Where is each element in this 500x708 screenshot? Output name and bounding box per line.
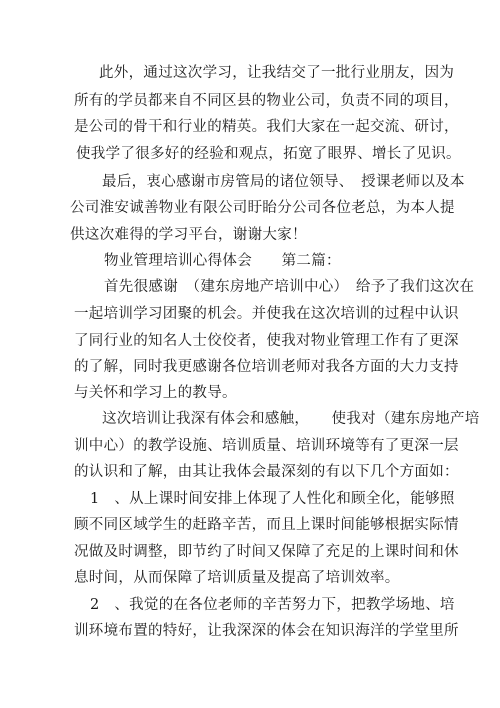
paragraph-line: 一起培训学习团聚的机会。并使我在这次培训的过程中认识 [74, 306, 459, 322]
paragraph-line: 最后，衷心感谢市房管局的诸位领导、 授课老师以及本 [102, 174, 465, 190]
section-heading: 物业管理培训心得体会 第二篇： [104, 253, 341, 269]
paragraph-line: 此外，通过这次学习，让我结交了一批行业朋友，因为 [99, 65, 455, 81]
list-item-line: 顾不同区域学生的赶路辛苦，而且上课时间能够根据实际情 [74, 517, 459, 533]
paragraph-line: 首先很感谢 （建东房地产培训中心） 给予了我们这次在 [104, 279, 475, 295]
paragraph-line: 是公司的骨干和行业的精英。我们大家在一起交流、研讨， [74, 119, 459, 135]
list-item-line: 1 、从上课时间安排上体现了人性化和顾全化，能够照 [90, 491, 455, 507]
paragraph-line: 了同行业的知名人士佼佼者，使我对物业管理工作有了更深 [74, 333, 459, 349]
paragraph-line: 这次培训让我深有体会和感触， 使我对（建东房地产培 [102, 411, 480, 427]
paragraph-line: 的了解，同时我更感谢各位培训老师对我各方面的大力支持 [74, 359, 459, 375]
list-item-line: 况做及时调整，即节约了时间又保障了充足的上课时间和休 [74, 544, 459, 560]
paragraph-line: 的认识和了解，由其让我体会最深刻的有以下几个方面如： [74, 464, 459, 480]
paragraph-line: 与关怀和学习上的教导。 [74, 385, 237, 401]
list-item-line: 息时间，从而保障了培训质量及提高了培训效率。 [74, 570, 400, 586]
paragraph-line: 训中心）的教学设施、培训质量、培训环境等有了更深一层 [74, 438, 459, 454]
paragraph-line: 公司淮安诚善物业有限公司盱眙分公司各位老总，为本人提 [70, 200, 455, 216]
paragraph-line: 供这次难得的学习平台，谢谢大家！ [70, 227, 307, 243]
list-item-line: 训环境布置的特好，让我深深的体会在知识海洋的学堂里所 [74, 623, 459, 639]
paragraph-line: 所有的学员都来自不同区县的物业公司，负责不同的项目， [74, 93, 459, 109]
list-item-line: 2 、我觉的在各位老师的辛苦努力下，把教学场地、培 [90, 597, 455, 613]
paragraph-line: 使我学了很多好的经验和观点，拓宽了眼界、增长了见识。 [76, 146, 461, 162]
